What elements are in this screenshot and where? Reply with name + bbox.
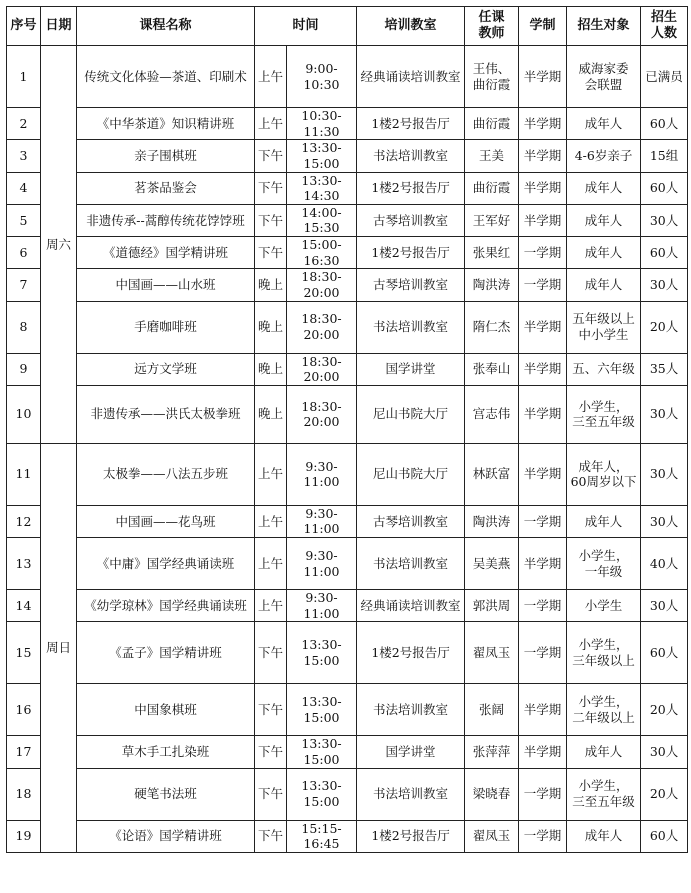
course-name-cell: 《幼学琼林》国学经典诵读班 bbox=[77, 590, 255, 622]
time-cell: 18:30-20:00 bbox=[287, 269, 357, 301]
room-cell: 1楼2号报告厅 bbox=[357, 820, 465, 852]
table-row bbox=[7, 353, 688, 385]
teacher-cell: 隋仁杰 bbox=[465, 301, 519, 353]
table-row bbox=[7, 538, 688, 590]
target-cell: 小学生， 三年级以上 bbox=[567, 622, 641, 684]
seq-cell: 14 bbox=[7, 590, 41, 622]
room-cell: 古琴培训教室 bbox=[357, 204, 465, 236]
course-name-cell: 中国象棋班 bbox=[77, 684, 255, 736]
quota-cell: 15组 bbox=[641, 140, 688, 172]
table-row bbox=[7, 385, 688, 443]
seq-cell: 16 bbox=[7, 684, 41, 736]
header-day: 日期 bbox=[41, 7, 77, 46]
period-cell: 上午 bbox=[255, 590, 287, 622]
target-cell: 成年人 bbox=[567, 505, 641, 537]
quota-cell: 30人 bbox=[641, 385, 688, 443]
period-cell: 上午 bbox=[255, 443, 287, 505]
course-name-cell: 硬笔书法班 bbox=[77, 768, 255, 820]
term-cell: 半学期 bbox=[519, 443, 567, 505]
period-cell: 晚上 bbox=[255, 353, 287, 385]
seq-cell: 11 bbox=[7, 443, 41, 505]
course-name-cell: 传统文化体验—茶道、印刷术 bbox=[77, 46, 255, 108]
time-cell: 9:00-10:30 bbox=[287, 46, 357, 108]
term-cell: 半学期 bbox=[519, 736, 567, 768]
time-cell: 13:30-15:00 bbox=[287, 768, 357, 820]
room-cell: 书法培训教室 bbox=[357, 684, 465, 736]
time-cell: 13:30-15:00 bbox=[287, 684, 357, 736]
term-cell: 一学期 bbox=[519, 237, 567, 269]
room-cell: 书法培训教室 bbox=[357, 301, 465, 353]
seq-cell: 8 bbox=[7, 301, 41, 353]
period-cell: 下午 bbox=[255, 140, 287, 172]
target-cell: 成年人 bbox=[567, 108, 641, 140]
seq-cell: 2 bbox=[7, 108, 41, 140]
quota-cell: 20人 bbox=[641, 301, 688, 353]
period-cell: 上午 bbox=[255, 46, 287, 108]
course-schedule-table bbox=[6, 6, 688, 853]
table-row bbox=[7, 590, 688, 622]
room-cell: 经典诵读培训教室 bbox=[357, 590, 465, 622]
seq-cell: 18 bbox=[7, 768, 41, 820]
quota-cell: 60人 bbox=[641, 237, 688, 269]
teacher-cell: 王伟、 曲衍霞 bbox=[465, 46, 519, 108]
target-cell: 小学生， 一年级 bbox=[567, 538, 641, 590]
teacher-cell: 张萍萍 bbox=[465, 736, 519, 768]
period-cell: 上午 bbox=[255, 538, 287, 590]
header-course-name: 课程名称 bbox=[77, 7, 255, 46]
room-cell: 书法培训教室 bbox=[357, 768, 465, 820]
header-term: 学制 bbox=[519, 7, 567, 46]
time-cell: 14:00-15:30 bbox=[287, 204, 357, 236]
target-cell: 4-6岁亲子 bbox=[567, 140, 641, 172]
term-cell: 半学期 bbox=[519, 108, 567, 140]
room-cell: 国学讲堂 bbox=[357, 736, 465, 768]
room-cell: 书法培训教室 bbox=[357, 538, 465, 590]
table-row bbox=[7, 269, 688, 301]
course-name-cell: 《中庸》国学经典诵读班 bbox=[77, 538, 255, 590]
course-name-cell: 非遗传承——洪氏太极拳班 bbox=[77, 385, 255, 443]
table-row bbox=[7, 301, 688, 353]
term-cell: 半学期 bbox=[519, 301, 567, 353]
teacher-cell: 梁晓春 bbox=[465, 768, 519, 820]
target-cell: 五、六年级 bbox=[567, 353, 641, 385]
table-row bbox=[7, 172, 688, 204]
period-cell: 晚上 bbox=[255, 269, 287, 301]
room-cell: 古琴培训教室 bbox=[357, 505, 465, 537]
seq-cell: 10 bbox=[7, 385, 41, 443]
term-cell: 半学期 bbox=[519, 353, 567, 385]
table-row bbox=[7, 237, 688, 269]
teacher-cell: 张果红 bbox=[465, 237, 519, 269]
time-cell: 18:30-20:00 bbox=[287, 301, 357, 353]
time-cell: 15:00-16:30 bbox=[287, 237, 357, 269]
table-row bbox=[7, 108, 688, 140]
term-cell: 半学期 bbox=[519, 46, 567, 108]
course-name-cell: 《论语》国学精讲班 bbox=[77, 820, 255, 852]
seq-cell: 19 bbox=[7, 820, 41, 852]
quota-cell: 35人 bbox=[641, 353, 688, 385]
time-cell: 15:15-16:45 bbox=[287, 820, 357, 852]
quota-cell: 20人 bbox=[641, 768, 688, 820]
quota-cell: 30人 bbox=[641, 505, 688, 537]
room-cell: 1楼2号报告厅 bbox=[357, 622, 465, 684]
quota-cell: 已满员 bbox=[641, 46, 688, 108]
teacher-cell: 曲衍霞 bbox=[465, 172, 519, 204]
course-name-cell: 中国画——山水班 bbox=[77, 269, 255, 301]
room-cell: 书法培训教室 bbox=[357, 140, 465, 172]
teacher-cell: 王美 bbox=[465, 140, 519, 172]
period-cell: 上午 bbox=[255, 108, 287, 140]
term-cell: 一学期 bbox=[519, 768, 567, 820]
target-cell: 小学生， 三至五年级 bbox=[567, 768, 641, 820]
quota-cell: 30人 bbox=[641, 443, 688, 505]
quota-cell: 60人 bbox=[641, 172, 688, 204]
table-row bbox=[7, 684, 688, 736]
teacher-cell: 翟凤玉 bbox=[465, 820, 519, 852]
period-cell: 晚上 bbox=[255, 301, 287, 353]
header-time: 时间 bbox=[255, 7, 357, 46]
seq-cell: 6 bbox=[7, 237, 41, 269]
course-name-cell: 《中华茶道》知识精讲班 bbox=[77, 108, 255, 140]
target-cell: 成年人， 60周岁以下 bbox=[567, 443, 641, 505]
target-cell: 成年人 bbox=[567, 204, 641, 236]
term-cell: 一学期 bbox=[519, 590, 567, 622]
teacher-cell: 陶洪涛 bbox=[465, 505, 519, 537]
header-row bbox=[7, 7, 688, 46]
period-cell: 下午 bbox=[255, 684, 287, 736]
teacher-cell: 张奉山 bbox=[465, 353, 519, 385]
teacher-cell: 曲衍霞 bbox=[465, 108, 519, 140]
period-cell: 下午 bbox=[255, 172, 287, 204]
seq-cell: 12 bbox=[7, 505, 41, 537]
day-cell: 周日 bbox=[41, 443, 77, 852]
seq-cell: 1 bbox=[7, 46, 41, 108]
room-cell: 尼山书院大厅 bbox=[357, 443, 465, 505]
target-cell: 成年人 bbox=[567, 237, 641, 269]
quota-cell: 60人 bbox=[641, 820, 688, 852]
period-cell: 下午 bbox=[255, 820, 287, 852]
teacher-cell: 张阔 bbox=[465, 684, 519, 736]
term-cell: 一学期 bbox=[519, 505, 567, 537]
table-row bbox=[7, 736, 688, 768]
header-quota: 招生 人数 bbox=[641, 7, 688, 46]
target-cell: 成年人 bbox=[567, 736, 641, 768]
table-body bbox=[7, 46, 688, 853]
target-cell: 成年人 bbox=[567, 172, 641, 204]
course-name-cell: 《道德经》国学精讲班 bbox=[77, 237, 255, 269]
table-row bbox=[7, 768, 688, 820]
teacher-cell: 吴美燕 bbox=[465, 538, 519, 590]
target-cell: 小学生， 三至五年级 bbox=[567, 385, 641, 443]
seq-cell: 7 bbox=[7, 269, 41, 301]
teacher-cell: 王军好 bbox=[465, 204, 519, 236]
target-cell: 小学生 bbox=[567, 590, 641, 622]
time-cell: 13:30-15:00 bbox=[287, 622, 357, 684]
quota-cell: 60人 bbox=[641, 622, 688, 684]
header-teacher: 任课 教师 bbox=[465, 7, 519, 46]
teacher-cell: 翟凤玉 bbox=[465, 622, 519, 684]
room-cell: 尼山书院大厅 bbox=[357, 385, 465, 443]
course-name-cell: 中国画——花鸟班 bbox=[77, 505, 255, 537]
period-cell: 下午 bbox=[255, 204, 287, 236]
course-name-cell: 太极拳——八法五步班 bbox=[77, 443, 255, 505]
term-cell: 一学期 bbox=[519, 269, 567, 301]
time-cell: 13:30-14:30 bbox=[287, 172, 357, 204]
time-cell: 9:30-11:00 bbox=[287, 443, 357, 505]
room-cell: 1楼2号报告厅 bbox=[357, 172, 465, 204]
quota-cell: 30人 bbox=[641, 269, 688, 301]
quota-cell: 30人 bbox=[641, 590, 688, 622]
room-cell: 古琴培训教室 bbox=[357, 269, 465, 301]
course-name-cell: 茗茶品鉴会 bbox=[77, 172, 255, 204]
target-cell: 五年级以上 中小学生 bbox=[567, 301, 641, 353]
time-cell: 13:30-15:00 bbox=[287, 736, 357, 768]
table-row bbox=[7, 622, 688, 684]
header-seq: 序号 bbox=[7, 7, 41, 46]
quota-cell: 60人 bbox=[641, 108, 688, 140]
quota-cell: 20人 bbox=[641, 684, 688, 736]
term-cell: 半学期 bbox=[519, 385, 567, 443]
teacher-cell: 宫志伟 bbox=[465, 385, 519, 443]
seq-cell: 15 bbox=[7, 622, 41, 684]
time-cell: 13:30-15:00 bbox=[287, 140, 357, 172]
table-row bbox=[7, 204, 688, 236]
target-cell: 成年人 bbox=[567, 269, 641, 301]
course-name-cell: 亲子围棋班 bbox=[77, 140, 255, 172]
term-cell: 半学期 bbox=[519, 538, 567, 590]
table-header bbox=[7, 7, 688, 46]
table-row bbox=[7, 46, 688, 108]
room-cell: 1楼2号报告厅 bbox=[357, 108, 465, 140]
table-row bbox=[7, 820, 688, 852]
seq-cell: 9 bbox=[7, 353, 41, 385]
time-cell: 9:30-11:00 bbox=[287, 505, 357, 537]
time-cell: 18:30-20:00 bbox=[287, 385, 357, 443]
table-row bbox=[7, 505, 688, 537]
target-cell: 成年人 bbox=[567, 820, 641, 852]
time-cell: 10:30-11:30 bbox=[287, 108, 357, 140]
term-cell: 半学期 bbox=[519, 204, 567, 236]
term-cell: 一学期 bbox=[519, 622, 567, 684]
seq-cell: 17 bbox=[7, 736, 41, 768]
quota-cell: 30人 bbox=[641, 204, 688, 236]
teacher-cell: 陶洪涛 bbox=[465, 269, 519, 301]
time-cell: 18:30-20:00 bbox=[287, 353, 357, 385]
period-cell: 下午 bbox=[255, 736, 287, 768]
period-cell: 晚上 bbox=[255, 385, 287, 443]
day-cell: 周六 bbox=[41, 46, 77, 444]
teacher-cell: 林跃富 bbox=[465, 443, 519, 505]
target-cell: 威海家委 会联盟 bbox=[567, 46, 641, 108]
course-name-cell: 非遗传承--蒿醇传统花饽饽班 bbox=[77, 204, 255, 236]
seq-cell: 3 bbox=[7, 140, 41, 172]
term-cell: 半学期 bbox=[519, 172, 567, 204]
teacher-cell: 郭洪周 bbox=[465, 590, 519, 622]
seq-cell: 5 bbox=[7, 204, 41, 236]
term-cell: 半学期 bbox=[519, 684, 567, 736]
seq-cell: 13 bbox=[7, 538, 41, 590]
quota-cell: 40人 bbox=[641, 538, 688, 590]
period-cell: 上午 bbox=[255, 505, 287, 537]
seq-cell: 4 bbox=[7, 172, 41, 204]
term-cell: 一学期 bbox=[519, 820, 567, 852]
header-target: 招生对象 bbox=[567, 7, 641, 46]
room-cell: 1楼2号报告厅 bbox=[357, 237, 465, 269]
room-cell: 经典诵读培训教室 bbox=[357, 46, 465, 108]
term-cell: 半学期 bbox=[519, 140, 567, 172]
course-name-cell: 草木手工扎染班 bbox=[77, 736, 255, 768]
course-name-cell: 远方文学班 bbox=[77, 353, 255, 385]
time-cell: 9:30-11:00 bbox=[287, 590, 357, 622]
period-cell: 下午 bbox=[255, 622, 287, 684]
room-cell: 国学讲堂 bbox=[357, 353, 465, 385]
header-room: 培训教室 bbox=[357, 7, 465, 46]
quota-cell: 30人 bbox=[641, 736, 688, 768]
course-name-cell: 《孟子》国学精讲班 bbox=[77, 622, 255, 684]
period-cell: 下午 bbox=[255, 768, 287, 820]
table-row bbox=[7, 140, 688, 172]
target-cell: 小学生， 二年级以上 bbox=[567, 684, 641, 736]
period-cell: 下午 bbox=[255, 237, 287, 269]
table-row bbox=[7, 443, 688, 505]
course-name-cell: 手磨咖啡班 bbox=[77, 301, 255, 353]
time-cell: 9:30-11:00 bbox=[287, 538, 357, 590]
